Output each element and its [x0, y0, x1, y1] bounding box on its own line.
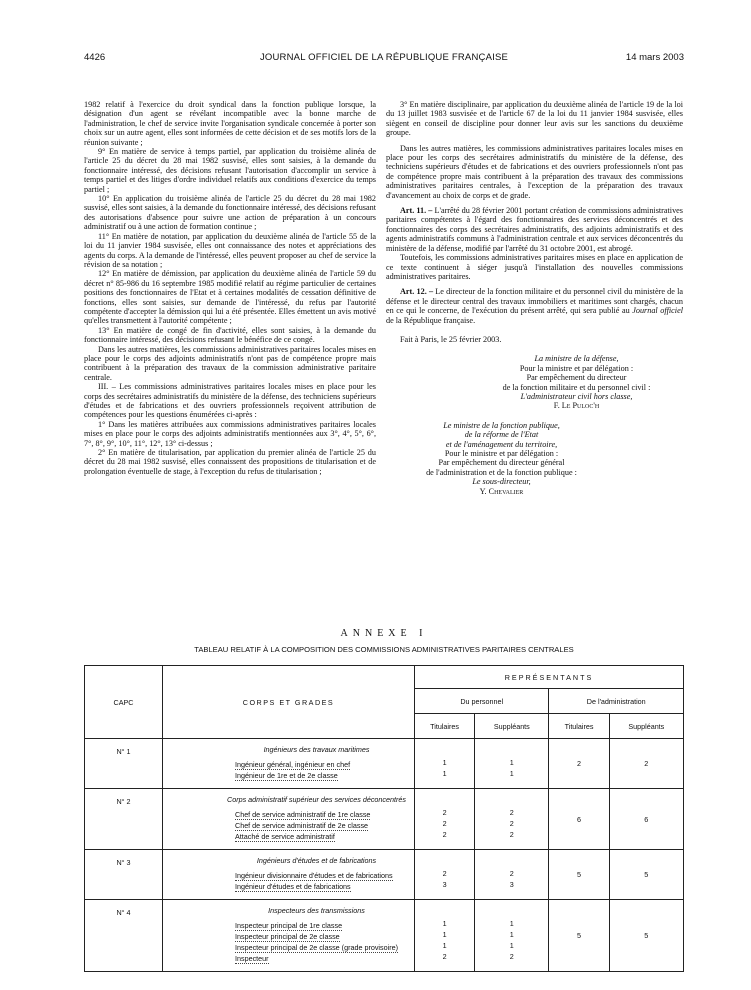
signatory-name: Y. Chevalier: [479, 486, 524, 496]
grade-label: Chef de service administratif de 2e classe: [235, 821, 369, 830]
annexe-subtitle: TABLEAU RELATIF À LA COMPOSITION DES COMMISSIONS ADMINISTRATIVES PARITAIRES CENTRALES: [194, 645, 574, 654]
header-titulaires: Titulaires: [415, 714, 475, 739]
grade-row: [163, 921, 410, 932]
personnel-titulaires-cell: [415, 900, 475, 972]
paragraph: 10° En application du troisième alinéa de l'article 25 du décret du 28 mai 1982 susvisé, elles sont saisies, à la demande du fonctionnaire intéressé, des décisions refusant des autorisations d'absence pour suivre une action de préparation à un concours administratif ou à une action de formation continue ;: [84, 194, 376, 232]
cell-value: 1: [442, 930, 447, 939]
grade-row: [163, 943, 410, 954]
signatory-title: de la réforme de l'Etat: [464, 430, 539, 440]
administration-titulaires: 5: [549, 900, 609, 972]
cell-value: 3: [509, 880, 514, 889]
paragraph: 13° En matière de congé de fin d'activité, elles sont saisies, à la demande du fonctionnaire intéressé, des décisions refusant le bénéfice de ce congé.: [84, 325, 376, 345]
signatory-line: Pour le ministre et par délégation :: [444, 449, 559, 458]
personnel-suppleants-cell: [475, 789, 549, 850]
cell-value: 2: [509, 830, 514, 839]
personnel-suppleants-cell: [475, 739, 549, 789]
capc-number: N° 1: [85, 739, 163, 789]
grade-label: Chef de service administratif de 1re classe: [235, 810, 371, 819]
administration-suppleants: 6: [609, 789, 683, 850]
journal-name: Journal officiel: [632, 306, 683, 316]
grade-label: Ingénieur divisionnaire d'études et de fabrications: [235, 871, 393, 880]
grade-row: [163, 810, 410, 821]
signatory-title: Le ministre de la fonction publique,: [443, 420, 560, 430]
grade-row: [163, 932, 410, 943]
signatory-title: Le sous-directeur,: [472, 477, 531, 487]
article-label: Art. 11. –: [400, 206, 433, 216]
grade-row: [163, 871, 410, 882]
cell-value: 2: [509, 952, 514, 961]
signatory-line: Par empêchement du directeur général: [438, 458, 565, 468]
paragraph: 2° En matière de titularisation, par application du premier alinéa de l'article 25 du décret du 28 mai 1982 susvisé, elles connaissent des propositions de titularisation et de prolongation éventuelle de stage, à l'exception du refus de titularisation ;: [84, 448, 376, 476]
page-header: [84, 52, 684, 66]
table-row: [85, 900, 684, 972]
corps-cell: [163, 900, 415, 972]
capc-number: N° 4: [85, 900, 163, 972]
signing-place-date: Fait à Paris, le 25 février 2003.: [400, 334, 502, 344]
signatory-title: et de l'aménagement du territoire,: [445, 439, 558, 449]
left-column: [84, 100, 376, 476]
grade-row: [163, 821, 410, 832]
personnel-titulaires-cell: [415, 850, 475, 900]
journal-title: JOURNAL OFFICIEL DE LA RÉPUBLIQUE FRANÇAISE: [259, 52, 509, 63]
issue-date: 14 mars 2003: [625, 52, 684, 63]
corps-title: Corps administratif supérieur des services déconcentrés: [227, 795, 406, 804]
cell-value: 2: [442, 869, 447, 878]
grade-label: Inspecteur principal de 2e classe: [235, 932, 340, 941]
grade-row: [163, 760, 410, 771]
grade-label: Inspecteur principal de 2e classe (grade provisoire): [235, 943, 398, 952]
cell-value: 1: [442, 941, 447, 950]
header-capc: CAPC: [85, 666, 163, 739]
paragraph: III. – Les commissions administratives paritaires locales mises en place pour les corps des secrétaires administratifs du ministère de la défense, des techniciens supérieurs d'études et de fabrications et des ouvriers professionnels reçoivent attribution de compétences pour les questions énumérées ci-après :: [84, 382, 376, 420]
cell-value: 2: [509, 869, 514, 878]
composition-table: [84, 665, 684, 972]
administration-suppleants: 5: [609, 850, 683, 900]
article-11: [386, 206, 683, 253]
grade-label: Ingénieur de 1re et de 2e classe: [235, 771, 338, 780]
article-text: Le directeur de la fonction militaire et du personnel civil du ministère de la défense et le directeur central des travaux immobiliers et maritimes sont chargés, chacun en ce qui le concerne, de l'exécution du présent arrêté, qui sera publié au: [386, 287, 683, 316]
grade-label: Ingénieur d'études et de fabrications: [235, 882, 351, 891]
cell-value: 1: [509, 919, 514, 928]
cell-value: 2: [442, 830, 447, 839]
grade-label: Inspecteur principal de 1re classe: [235, 921, 343, 930]
administration-suppleants: 2: [609, 739, 683, 789]
signatory-line: de la fonction militaire et du personnel civil :: [502, 382, 651, 392]
cell-value: 1: [509, 930, 514, 939]
signatory-line: de l'administration et de la fonction publique :: [426, 467, 577, 477]
signatory-title: L'administrateur civil hors classe,: [520, 391, 633, 401]
paragraph: Dans les autres matières, les commissions administratives paritaires locales mises en place pour les corps des secrétaires administratifs du ministère de la défense, des techniciens supérieurs d'études et de fabrications et des ouvriers professionnels n'ont pas de compétence propre mais contribuent à la préparation des travaux des commissions administratives paritaires centrales, à l'exception de la préparation des travaux d'avancement au choix de corps et de grade.: [386, 143, 683, 200]
page-number: 4426: [84, 52, 106, 63]
paragraph: 11° En matière de notation, par application du deuxième alinéa de l'article 55 de la loi du 11 janvier 1984 susvisée, elles ont connaissance des notes et appréciations des agents du corps. A la demande de l'intéressé, elles peuvent proposer au chef de service la révision de sa notation ;: [84, 231, 376, 269]
paragraph: Toutefois, les commissions administratives paritaires mises en place en application de ce texte continuent à siéger jusqu'à l'installation des nouvelles commissions administratives paritaires.: [386, 253, 683, 281]
cell-value: 1: [442, 758, 447, 767]
table-row: [85, 789, 684, 850]
corps-title: Ingénieurs des travaux maritimes: [263, 745, 370, 754]
corps-title: Ingénieurs d'études et de fabrications: [256, 856, 377, 865]
annexe-title: ANNEXE I: [340, 628, 428, 639]
paragraph: 1° Dans les matières attribuées aux commissions administratives paritaires locales mises en place pour le corps des adjoints administratifs mentionnées aux 3°, 4°, 5°, 6°, 7°, 8°, 9°, 10°, 11°, 12°, 13° ci-dessus ;: [84, 419, 376, 448]
grade-row: [163, 954, 410, 965]
header-titulaires: Titulaires: [549, 714, 609, 739]
corps-cell: [163, 850, 415, 900]
table-header-row: [85, 666, 684, 689]
paragraph: 9° En matière de service à temps partiel, par application du troisième alinéa de l'article 25 du décret du 28 mai 1982 susvisé, elles sont saisies, à la demande du fonctionnaire intéressé, des décisions refusant l'autorisation d'accomplir un service à temps partiel et des litiges d'ordre individuel relatifs aux conditions d'exercice du temps partiel ;: [84, 147, 376, 194]
article-text: de la République française.: [386, 315, 476, 325]
personnel-titulaires-cell: [415, 789, 475, 850]
signature-block-defense: [456, 354, 683, 410]
table-row: [85, 739, 684, 789]
header-de-administration: De l'administration: [549, 689, 684, 714]
cell-value: 2: [509, 819, 514, 828]
corps-cell: [163, 789, 415, 850]
header-suppleants: Suppléants: [609, 714, 683, 739]
capc-number: N° 3: [85, 850, 163, 900]
table-row: [85, 850, 684, 900]
cell-value: 2: [509, 808, 514, 817]
table-body: [85, 739, 684, 972]
paragraph: 12° En matière de démission, par application du deuxième alinéa de l'article 59 du décret n° 85-986 du 16 septembre 1985 modifié relatif au régime particulier de certaines positions des fonctionnaires de l'Etat et à certaines modalités de cessation définitive de fonctions, elles sont saisies, sur demande de l'intéressé, du refus par l'autorité compétente d'accepter la démission qui lui a été présentée. Elles émettent un avis motivé qu'elles transmettent à l'autorité compétente ;: [84, 269, 376, 326]
personnel-suppleants-cell: [475, 850, 549, 900]
header-corps-grades: CORPS ET GRADES: [163, 666, 415, 739]
paragraph: Dans les autres matières, les commissions administratives paritaires locales mises en place pour le corps des adjoints administratifs n'ont pas de compétence propre mais contribuent à la préparation des travaux de la commission administrative paritaire centrale.: [84, 344, 376, 382]
grade-label: Ingénieur général, ingénieur en chef: [235, 760, 351, 769]
cell-value: 2: [442, 808, 447, 817]
paragraph: 3° En matière disciplinaire, par application du deuxième alinéa de l'article 19 de la loi du 13 juillet 1983 susvisée et de l'article 67 de la loi du 11 janvier 1984 susvisée, elles siègent en conseil de discipline pour donner leur avis sur les sanctions du deuxième groupe.: [386, 100, 683, 138]
cell-value: 1: [509, 758, 514, 767]
header-du-personnel: Du personnel: [415, 689, 549, 714]
cell-value: 1: [442, 769, 447, 778]
header-suppleants: Suppléants: [475, 714, 549, 739]
administration-titulaires: 6: [549, 789, 609, 850]
grade-label: Inspecteur: [235, 954, 269, 963]
signatory-name: F. Le Puloc'h: [553, 401, 600, 411]
signatory-line: Par empêchement du directeur: [526, 373, 627, 383]
personnel-titulaires-cell: [415, 739, 475, 789]
right-column: [386, 100, 683, 496]
administration-suppleants: 5: [609, 900, 683, 972]
signature-block-fonction-publique: [386, 421, 603, 496]
grade-row: [163, 832, 410, 843]
cell-value: 1: [509, 941, 514, 950]
signatory-line: Pour la ministre et par délégation :: [519, 363, 634, 373]
paragraph: 1982 relatif à l'exercice du droit syndical dans la fonction publique lorsque, la désignation d'un agent se révélant incompatible avec la bonne marche de l'administration, le chef de service invite l'organisation syndicale concernée à porter son choix sur un autre agent, elles sont informées de cette décision et de ses motifs lors de la réunion suivante ;: [84, 100, 376, 147]
capc-number: N° 2: [85, 789, 163, 850]
grade-row: [163, 882, 410, 893]
grade-row: [163, 771, 410, 782]
signatory-title: La ministre de la défense,: [534, 354, 619, 364]
grade-label: Attaché de service administratif: [235, 832, 335, 841]
cell-value: 1: [509, 769, 514, 778]
header-representants: REPRÉSENTANTS: [415, 666, 684, 689]
personnel-suppleants-cell: [475, 900, 549, 972]
article-text: L'arrêté du 28 février 2001 portant création de commissions administratives paritaires compétentes à l'égard des fonctionnaires des services déconcentrés et des fonctionnaires des corps des secrétaires administratifs, des adjoints administratifs et des agents administratifs communs à l'administration centrale et aux services déconcentrés du ministère de la défense, modifié par l'arrêté du 31 octobre 2001, est abrogé.: [386, 206, 683, 253]
corps-cell: [163, 739, 415, 789]
cell-value: 2: [442, 952, 447, 961]
cell-value: 1: [442, 919, 447, 928]
article-label: Art. 12. –: [400, 287, 434, 297]
corps-title: Inspecteurs des transmissions: [268, 906, 365, 915]
article-12: [386, 287, 683, 325]
administration-titulaires: 5: [549, 850, 609, 900]
administration-titulaires: 2: [549, 739, 609, 789]
cell-value: 2: [442, 819, 447, 828]
cell-value: 3: [442, 880, 447, 889]
